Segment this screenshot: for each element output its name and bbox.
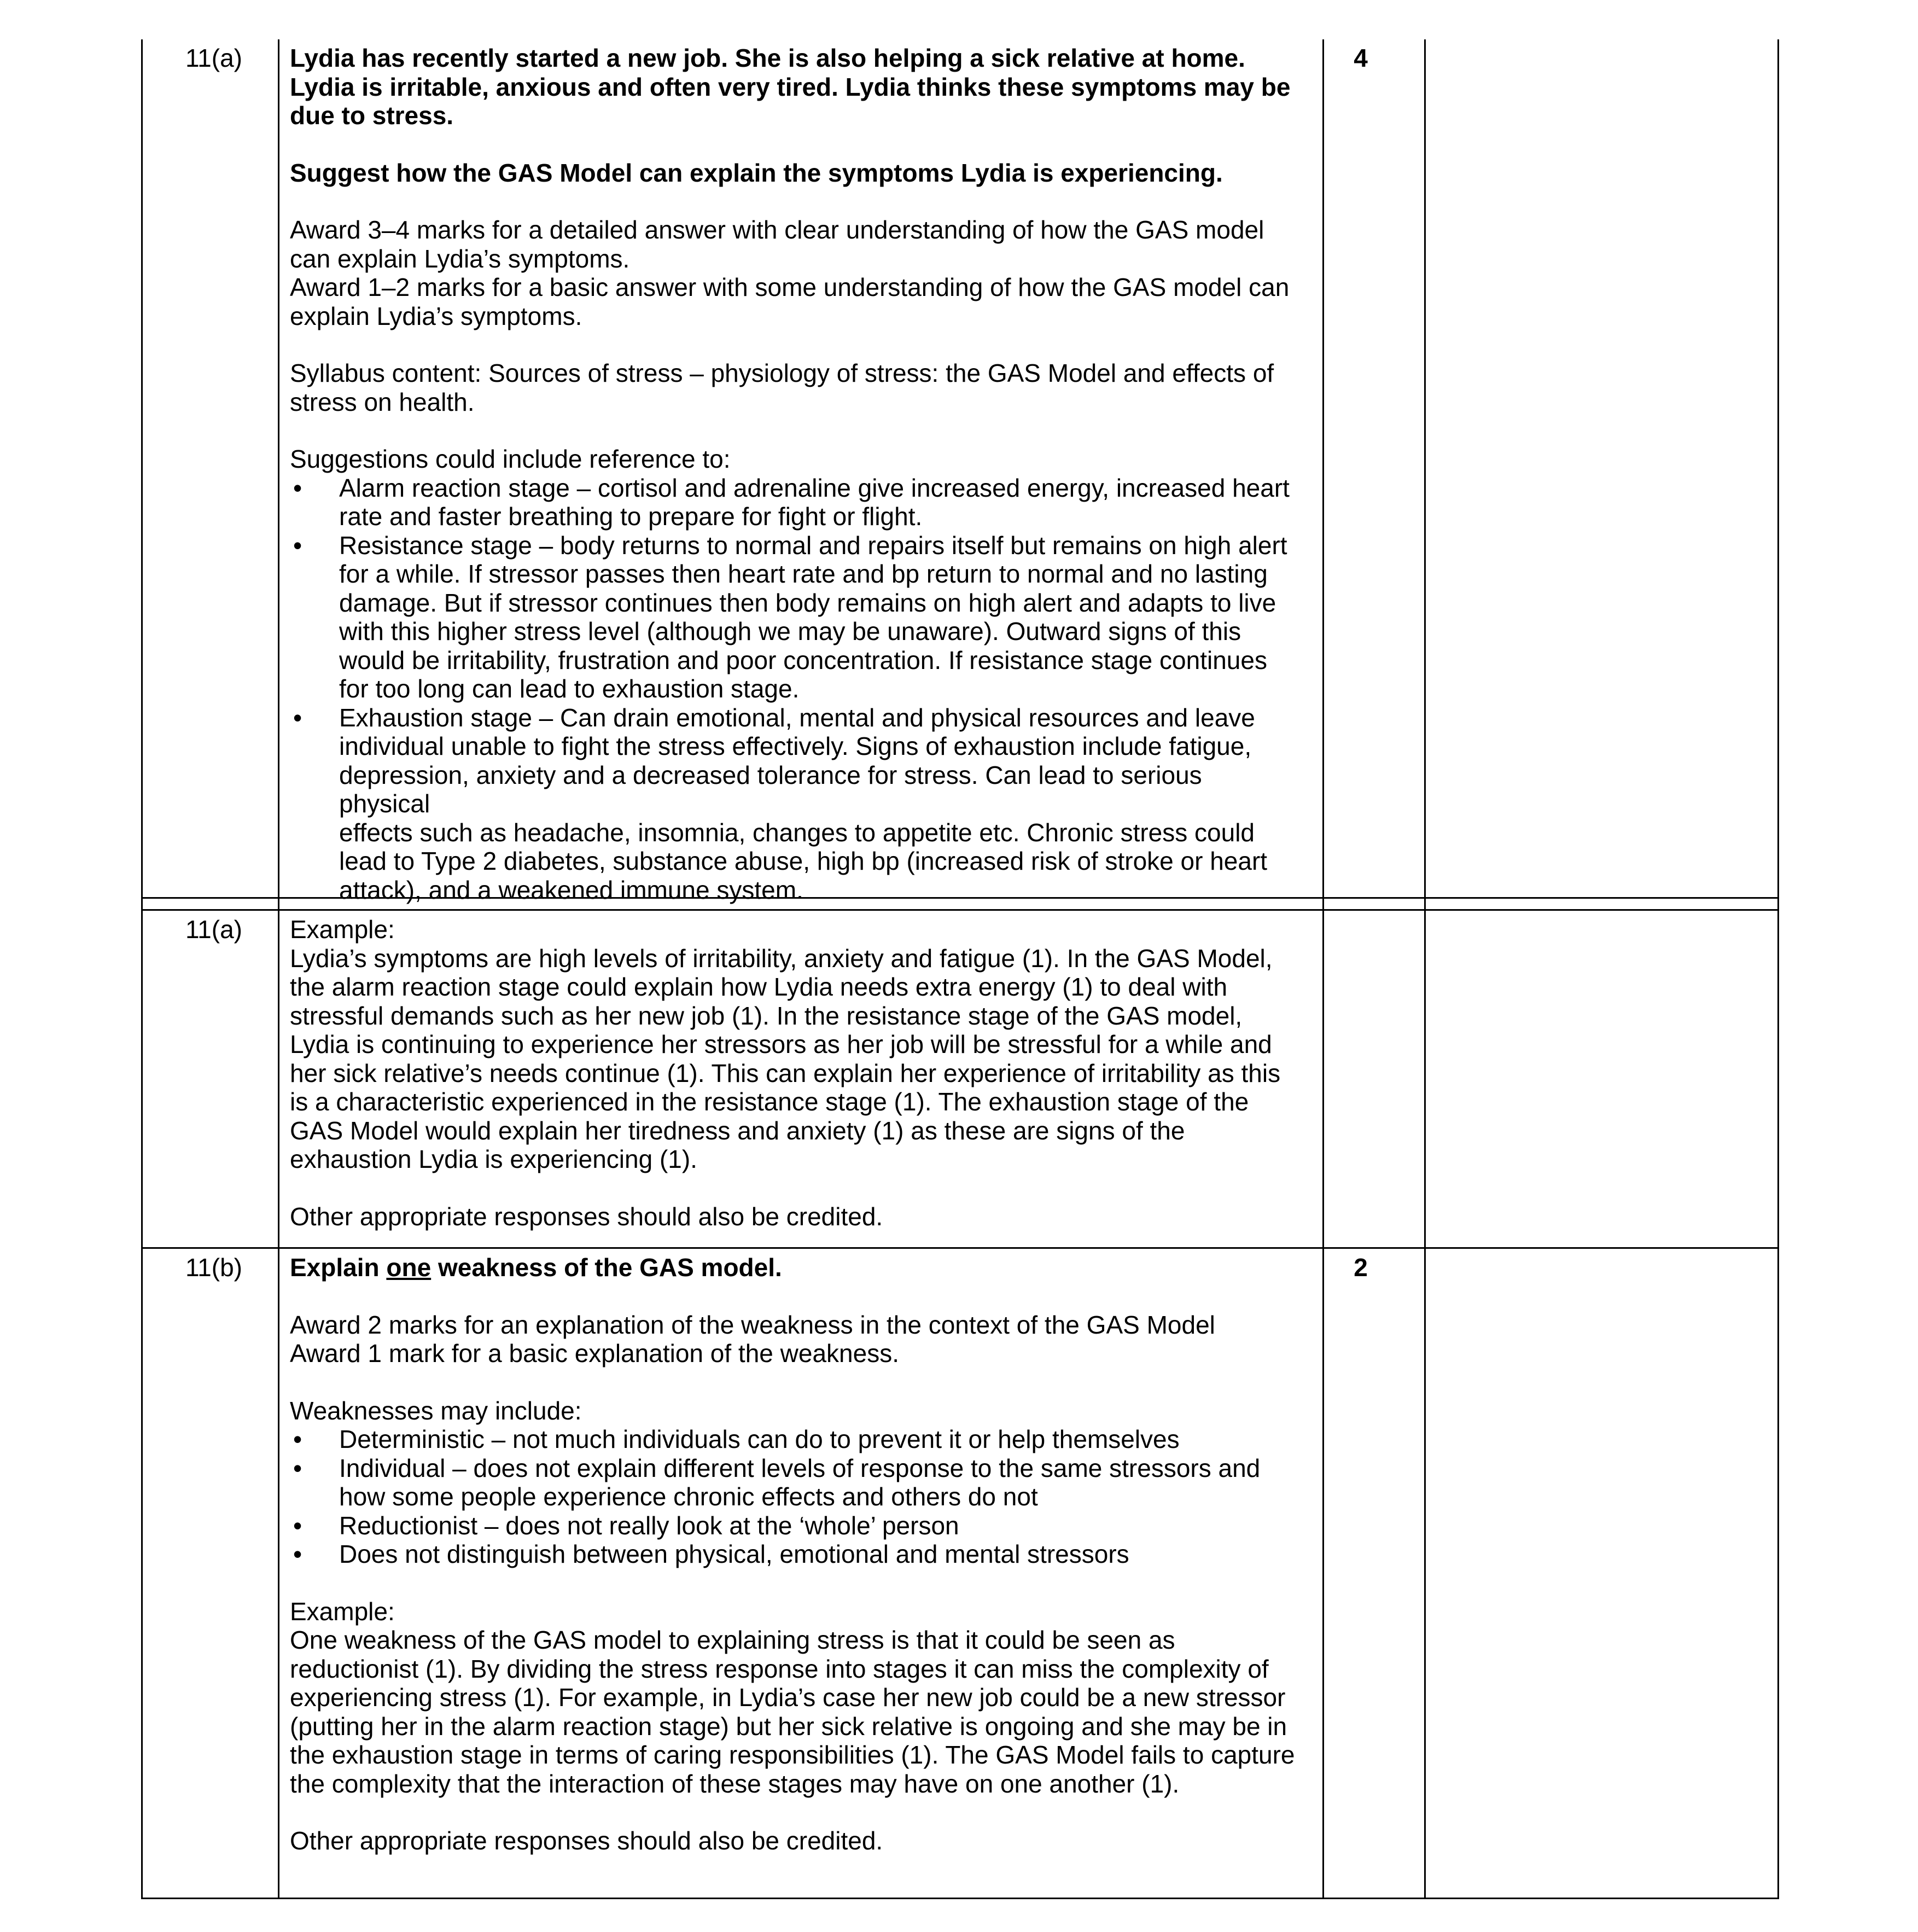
list-item	[290, 1511, 1296, 1540]
list-item	[290, 474, 1296, 531]
list-item-line: Reductionist – does not really look at the ‘whole’ person	[339, 1511, 959, 1540]
question-instruction: Suggest how the GAS Model can explain the symptoms Lydia is experiencing.	[290, 158, 1223, 187]
syllabus-line: Syllabus content: Sources of stress – physiology of stress: the GAS Model and effects of	[290, 359, 1274, 387]
list-item-line: would be irritability, frustration and poor concentration. If resistance stage continues	[339, 645, 1267, 674]
list-item-line: effects such as headache, insomnia, changes to appetite etc. Chronic stress could	[339, 818, 1255, 847]
example-line: reductionist (1). By dividing the stress response into stages it can miss the complexity of	[290, 1654, 1269, 1683]
prompt-line: Lydia is irritable, anxious and often very tired. Lydia thinks these symptoms may be	[290, 72, 1291, 101]
example-line: stressful demands such as her new job (1). In the resistance stage of the GAS model,	[290, 1001, 1243, 1030]
example-line: experiencing stress (1). For example, in Lydia’s case her new job could be a new stressor	[290, 1683, 1286, 1712]
prompt-line: Lydia has recently started a new job. She is also helping a sick relative at home.	[290, 44, 1245, 72]
award-line: Award 2 marks for an explanation of the weakness in the context of the GAS Model	[290, 1310, 1215, 1339]
example-line: is a characteristic experienced in the resistance stage (1). The exhaustion stage of the	[290, 1087, 1249, 1116]
list-item-line: Resistance stage – body returns to normal and repairs itself but remains on high alert	[339, 531, 1287, 560]
table-row	[141, 911, 1779, 1247]
bullet-icon: •	[293, 531, 302, 560]
example-line: exhaustion Lydia is experiencing (1).	[290, 1145, 697, 1173]
list-item-line: attack), and a weakened immune system.	[339, 875, 803, 904]
question-number: 11(b)	[185, 1253, 242, 1282]
example-line: Lydia is continuing to experience her stressors as her job will be stressful for a while and	[290, 1030, 1272, 1058]
list-item-line: with this higher stress level (although we may be unaware). Outward signs of this	[339, 617, 1241, 645]
bullet-icon: •	[293, 1453, 302, 1482]
question-content	[290, 1253, 1296, 1855]
award-line: Award 3–4 marks for a detailed answer with clear understanding of how the GAS model	[290, 216, 1264, 244]
weaknesses-list	[290, 1425, 1296, 1569]
example-heading: Example:	[290, 1597, 395, 1626]
example-line: the exhaustion stage in terms of caring responsibilities (1). The GAS Model fails to capture	[290, 1741, 1295, 1769]
bullet-icon: •	[293, 703, 302, 732]
bullet-icon: •	[293, 1511, 302, 1540]
question-instruction	[290, 1253, 1296, 1282]
suggestions-heading: Suggestions could include reference to:	[290, 445, 731, 473]
prompt-line: due to stress.	[290, 101, 454, 130]
example-line: the alarm reaction stage could explain how Lydia needs extra energy (1) to deal with	[290, 973, 1228, 1001]
award-line: can explain Lydia’s symptoms.	[290, 244, 630, 273]
example-heading: Example:	[290, 915, 395, 944]
table-row	[141, 1249, 1779, 1898]
question-content	[290, 44, 1296, 904]
question-number: 11(a)	[185, 44, 242, 72]
list-item-line: Individual – does not explain different levels of response to the same stressors and	[339, 1453, 1261, 1482]
bullet-icon: •	[293, 1425, 302, 1453]
list-item-line: Alarm reaction stage – cortisol and adrenaline give increased energy, increased heart	[339, 473, 1290, 502]
example-line: GAS Model would explain her tiredness and anxiety (1) as these are signs of the	[290, 1116, 1185, 1145]
list-item-line: Exhaustion stage – Can drain emotional, mental and physical resources and leave	[339, 703, 1255, 732]
award-line: Award 1 mark for a basic explanation of the weakness.	[290, 1339, 899, 1367]
bullet-icon: •	[293, 1540, 302, 1568]
list-item	[290, 1425, 1296, 1454]
marks-value: 4	[1354, 44, 1368, 72]
list-item-line: lead to Type 2 diabetes, substance abuse, high bp (increased risk of stroke or heart	[339, 847, 1268, 875]
list-item-line: for too long can lead to exhaustion stage.	[339, 674, 800, 703]
list-item-line: how some people experience chronic effects and others do not	[339, 1482, 1038, 1511]
marks-value: 2	[1354, 1253, 1368, 1282]
example-line: One weakness of the GAS model to explaining stress is that it could be seen as	[290, 1626, 1175, 1654]
list-item	[290, 703, 1296, 905]
bullet-icon: •	[293, 473, 302, 502]
example-line: the complexity that the interaction of these stages may have on one another (1).	[290, 1769, 1180, 1798]
weaknesses-heading: Weaknesses may include:	[290, 1396, 582, 1425]
syllabus-line: stress on health.	[290, 387, 475, 416]
instruction-emphasis: one	[386, 1253, 432, 1282]
suggestions-list	[290, 474, 1296, 905]
list-item-line: Does not distinguish between physical, emotional and mental stressors	[339, 1540, 1129, 1568]
table-border-bottom	[141, 1898, 1779, 1899]
award-line: explain Lydia’s symptoms.	[290, 301, 582, 330]
instruction-text: weakness of the GAS model.	[431, 1253, 782, 1282]
list-item-line: depression, anxiety and a decreased tolerance for stress. Can lead to serious physical	[339, 760, 1202, 818]
list-item-line: Deterministic – not much individuals can do to prevent it or help themselves	[339, 1425, 1180, 1453]
question-number: 11(a)	[185, 915, 242, 944]
example-answer	[290, 915, 1296, 1231]
example-line: her sick relative’s needs continue (1). This can explain her experience of irritability as this	[290, 1058, 1281, 1087]
list-item	[290, 531, 1296, 703]
table-row	[141, 39, 1779, 904]
list-item-line: rate and faster breathing to prepare for fight or flight.	[339, 502, 923, 531]
example-line: (putting her in the alarm reaction stage) but her sick relative is ongoing and she may be in	[290, 1712, 1287, 1741]
instruction-text: Explain	[290, 1253, 387, 1282]
list-item	[290, 1540, 1296, 1569]
list-item-line: damage. But if stressor continues then body remains on high alert and adapts to live	[339, 588, 1276, 617]
example-line: Lydia’s symptoms are high levels of irritability, anxiety and fatigue (1). In the GAS Model,	[290, 944, 1273, 973]
credit-note: Other appropriate responses should also be credited.	[290, 1826, 883, 1855]
mark-scheme-table	[141, 39, 1779, 1899]
credit-note: Other appropriate responses should also be credited.	[290, 1202, 883, 1231]
list-item	[290, 1454, 1296, 1511]
award-line: Award 1–2 marks for a basic answer with some understanding of how the GAS model can	[290, 273, 1290, 301]
list-item-line: for a while. If stressor passes then heart rate and bp return to normal and no lasting	[339, 560, 1268, 588]
list-item-line: individual unable to fight the stress effectively. Signs of exhaustion include fatigue,	[339, 732, 1252, 760]
